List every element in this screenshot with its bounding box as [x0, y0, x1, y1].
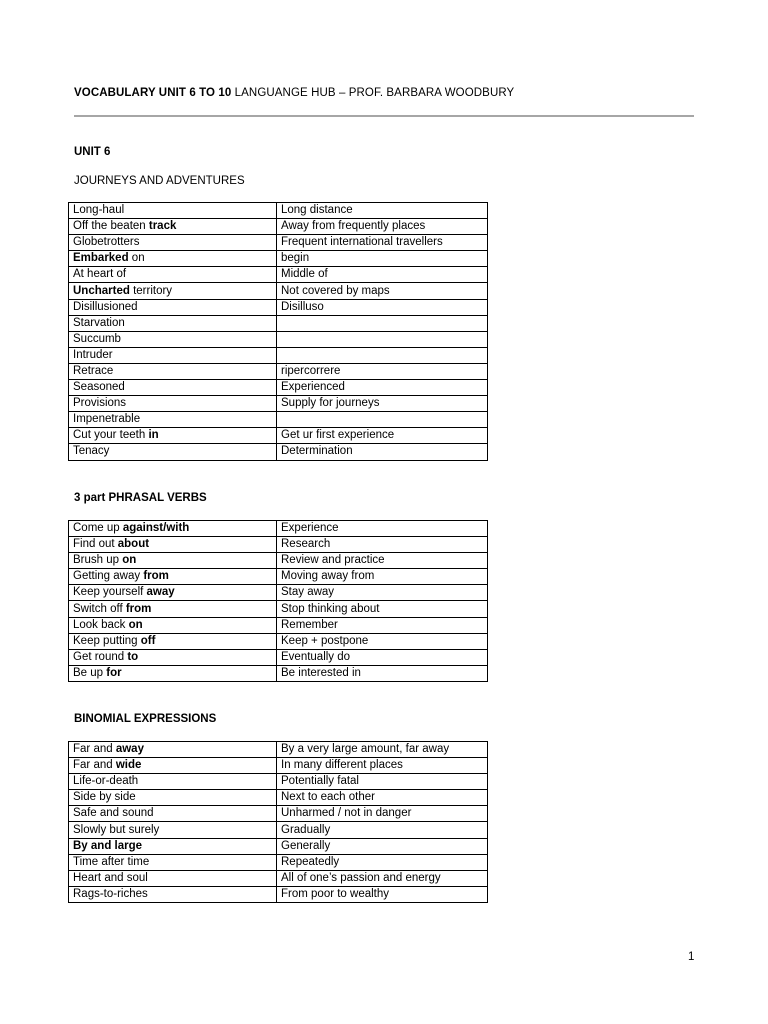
- term-part: Cut your teeth: [73, 429, 149, 442]
- table-row: [69, 633, 488, 649]
- meaning-cell: Unharmed / not in danger: [277, 806, 488, 822]
- page-number: 1: [688, 951, 695, 963]
- term-part: Be up: [73, 666, 107, 679]
- table-row: [69, 838, 488, 854]
- table-row: [69, 315, 488, 331]
- table-row: [69, 267, 488, 283]
- term-part: Seasoned: [73, 381, 125, 394]
- table-row: [69, 617, 488, 633]
- meaning-cell: begin: [277, 251, 488, 267]
- term-cell: [69, 363, 277, 379]
- table-row: [69, 251, 488, 267]
- document-header: [74, 87, 514, 99]
- meaning-cell: ripercorrere: [277, 363, 488, 379]
- table-row: [69, 396, 488, 412]
- term-bold-part: By and large: [73, 839, 143, 852]
- meaning-cell: Generally: [277, 838, 488, 854]
- term-cell: [69, 251, 277, 267]
- meaning-cell: Supply for journeys: [277, 396, 488, 412]
- meaning-cell: Stay away: [277, 585, 488, 601]
- term-cell: [69, 380, 277, 396]
- header-title-bold: VOCABULARY UNIT 6 TO 10: [74, 87, 232, 99]
- term-part: Slowly but surely: [73, 823, 160, 836]
- meaning-cell: Determination: [277, 444, 488, 460]
- term-part: Keep putting: [73, 634, 141, 647]
- vocab-table-binomial: [68, 741, 488, 903]
- table-row: [69, 283, 488, 299]
- term-cell: [69, 396, 277, 412]
- unit-heading: UNIT 6: [74, 146, 111, 158]
- term-cell: [69, 758, 277, 774]
- meaning-cell: Moving away from: [277, 569, 488, 585]
- term-part: Long-haul: [73, 204, 125, 217]
- term-cell: [69, 601, 277, 617]
- term-cell: [69, 870, 277, 886]
- term-bold-part: wide: [115, 759, 142, 772]
- table-row: [69, 412, 488, 428]
- table-row: [69, 601, 488, 617]
- term-bold-part: for: [106, 666, 122, 679]
- meaning-cell: Be interested in: [277, 665, 488, 681]
- table-row: [69, 299, 488, 315]
- meaning-cell: Get ur first experience: [277, 428, 488, 444]
- meaning-cell: Repeatedly: [277, 854, 488, 870]
- table-row: [69, 854, 488, 870]
- table-row: [69, 380, 488, 396]
- term-part: Far and: [73, 743, 116, 756]
- table-row: [69, 363, 488, 379]
- term-part: Brush up: [73, 554, 123, 567]
- term-bold-part: Uncharted: [73, 284, 130, 297]
- term-cell: [69, 444, 277, 460]
- table-row: [69, 444, 488, 460]
- meaning-cell: Experience: [277, 521, 488, 537]
- term-cell: [69, 219, 277, 235]
- vocab-table-journeys: [68, 202, 488, 461]
- meaning-cell: In many different places: [277, 758, 488, 774]
- term-cell: [69, 267, 277, 283]
- meaning-cell: Gradually: [277, 822, 488, 838]
- meaning-cell: Review and practice: [277, 553, 488, 569]
- table-row: [69, 347, 488, 363]
- term-cell: [69, 203, 277, 219]
- term-bold-part: on: [128, 618, 143, 631]
- term-part: Succumb: [73, 332, 121, 345]
- section-heading-phrasal-verbs: 3 part PHRASAL VERBS: [74, 492, 207, 504]
- term-bold-part: away: [115, 743, 144, 756]
- header-title-rest: LANGUANGE HUB – PROF. BARBARA WOODBURY: [231, 87, 515, 99]
- table-row: [69, 219, 488, 235]
- term-cell: [69, 854, 277, 870]
- term-part: Heart and soul: [73, 871, 148, 884]
- header-divider: [74, 115, 694, 117]
- term-cell: [69, 774, 277, 790]
- term-part: Keep yourself: [73, 586, 147, 599]
- term-part: Get round: [73, 650, 128, 663]
- meaning-cell: [277, 315, 488, 331]
- term-cell: [69, 649, 277, 665]
- meaning-cell: [277, 347, 488, 363]
- term-bold-part: from: [143, 570, 169, 583]
- term-cell: [69, 331, 277, 347]
- table-row: [69, 537, 488, 553]
- term-part: Far and: [73, 759, 116, 772]
- table-row: [69, 806, 488, 822]
- meaning-cell: Stop thinking about: [277, 601, 488, 617]
- meaning-cell: By a very large amount, far away: [277, 742, 488, 758]
- table-row: [69, 742, 488, 758]
- term-part: Tenacy: [73, 445, 110, 458]
- meaning-cell: Potentially fatal: [277, 774, 488, 790]
- term-part: on: [128, 252, 145, 265]
- term-cell: [69, 347, 277, 363]
- term-cell: [69, 633, 277, 649]
- term-part: Safe and sound: [73, 807, 154, 820]
- term-bold-part: to: [127, 650, 139, 663]
- term-cell: [69, 742, 277, 758]
- term-cell: [69, 790, 277, 806]
- term-part: Switch off: [73, 602, 126, 615]
- table-row: [69, 649, 488, 665]
- meaning-cell: Away from frequently places: [277, 219, 488, 235]
- section-heading-binomial: BINOMIAL EXPRESSIONS: [74, 713, 217, 725]
- term-part: Disillusioned: [73, 300, 138, 313]
- table-row: [69, 569, 488, 585]
- table-row: [69, 235, 488, 251]
- term-cell: [69, 569, 277, 585]
- table-row: [69, 822, 488, 838]
- term-part: Life-or-death: [73, 775, 139, 788]
- meaning-cell: Next to each other: [277, 790, 488, 806]
- table-row: [69, 331, 488, 347]
- table-row: [69, 758, 488, 774]
- term-cell: [69, 537, 277, 553]
- term-cell: [69, 315, 277, 331]
- table-row: [69, 790, 488, 806]
- meaning-cell: Eventually do: [277, 649, 488, 665]
- term-cell: [69, 283, 277, 299]
- term-part: Off the beaten: [73, 220, 149, 233]
- term-bold-part: about: [117, 538, 150, 551]
- term-part: Side by side: [73, 791, 136, 804]
- meaning-cell: Remember: [277, 617, 488, 633]
- term-part: Look back: [73, 618, 129, 631]
- meaning-cell: From poor to wealthy: [277, 886, 488, 902]
- meaning-cell: Disilluso: [277, 299, 488, 315]
- table-row: [69, 428, 488, 444]
- term-part: Come up: [73, 522, 123, 535]
- meaning-cell: Experienced: [277, 380, 488, 396]
- meaning-cell: Long distance: [277, 203, 488, 219]
- term-part: At heart of: [73, 268, 127, 281]
- meaning-cell: All of one’s passion and energy: [277, 870, 488, 886]
- meaning-cell: Keep + postpone: [277, 633, 488, 649]
- term-part: Provisions: [73, 397, 127, 410]
- term-bold-part: Embarked: [73, 252, 129, 265]
- table-row: [69, 203, 488, 219]
- term-part: Rags-to-riches: [73, 887, 148, 900]
- meaning-cell: [277, 331, 488, 347]
- term-cell: [69, 665, 277, 681]
- table-row: [69, 774, 488, 790]
- meaning-cell: Frequent international travellers: [277, 235, 488, 251]
- table-row: [69, 665, 488, 681]
- term-part: Globetrotters: [73, 236, 140, 249]
- term-cell: [69, 585, 277, 601]
- term-cell: [69, 299, 277, 315]
- table-row: [69, 886, 488, 902]
- term-bold-part: off: [140, 634, 156, 647]
- term-part: territory: [129, 284, 173, 297]
- term-cell: [69, 521, 277, 537]
- term-cell: [69, 412, 277, 428]
- term-cell: [69, 617, 277, 633]
- meaning-cell: Research: [277, 537, 488, 553]
- vocab-table-phrasal-verbs: [68, 520, 488, 682]
- term-part: Retrace: [73, 364, 114, 377]
- term-cell: [69, 886, 277, 902]
- table-row: [69, 521, 488, 537]
- term-cell: [69, 822, 277, 838]
- table-row: [69, 870, 488, 886]
- table-row: [69, 585, 488, 601]
- term-part: Find out: [73, 538, 118, 551]
- term-bold-part: from: [125, 602, 152, 615]
- meaning-cell: Middle of: [277, 267, 488, 283]
- term-bold-part: away: [146, 586, 175, 599]
- term-cell: [69, 806, 277, 822]
- term-part: Starvation: [73, 316, 125, 329]
- term-cell: [69, 838, 277, 854]
- term-bold-part: on: [122, 554, 137, 567]
- meaning-cell: Not covered by maps: [277, 283, 488, 299]
- term-part: Impenetrable: [73, 413, 141, 426]
- term-bold-part: in: [148, 429, 159, 442]
- term-cell: [69, 235, 277, 251]
- term-cell: [69, 428, 277, 444]
- term-part: Intruder: [73, 348, 113, 361]
- term-cell: [69, 553, 277, 569]
- table-row: [69, 553, 488, 569]
- term-bold-part: track: [148, 220, 177, 233]
- term-part: Getting away: [73, 570, 144, 583]
- section-heading-journeys: JOURNEYS AND ADVENTURES: [74, 175, 245, 187]
- term-bold-part: against/with: [122, 522, 190, 535]
- meaning-cell: [277, 412, 488, 428]
- term-part: Time after time: [73, 855, 150, 868]
